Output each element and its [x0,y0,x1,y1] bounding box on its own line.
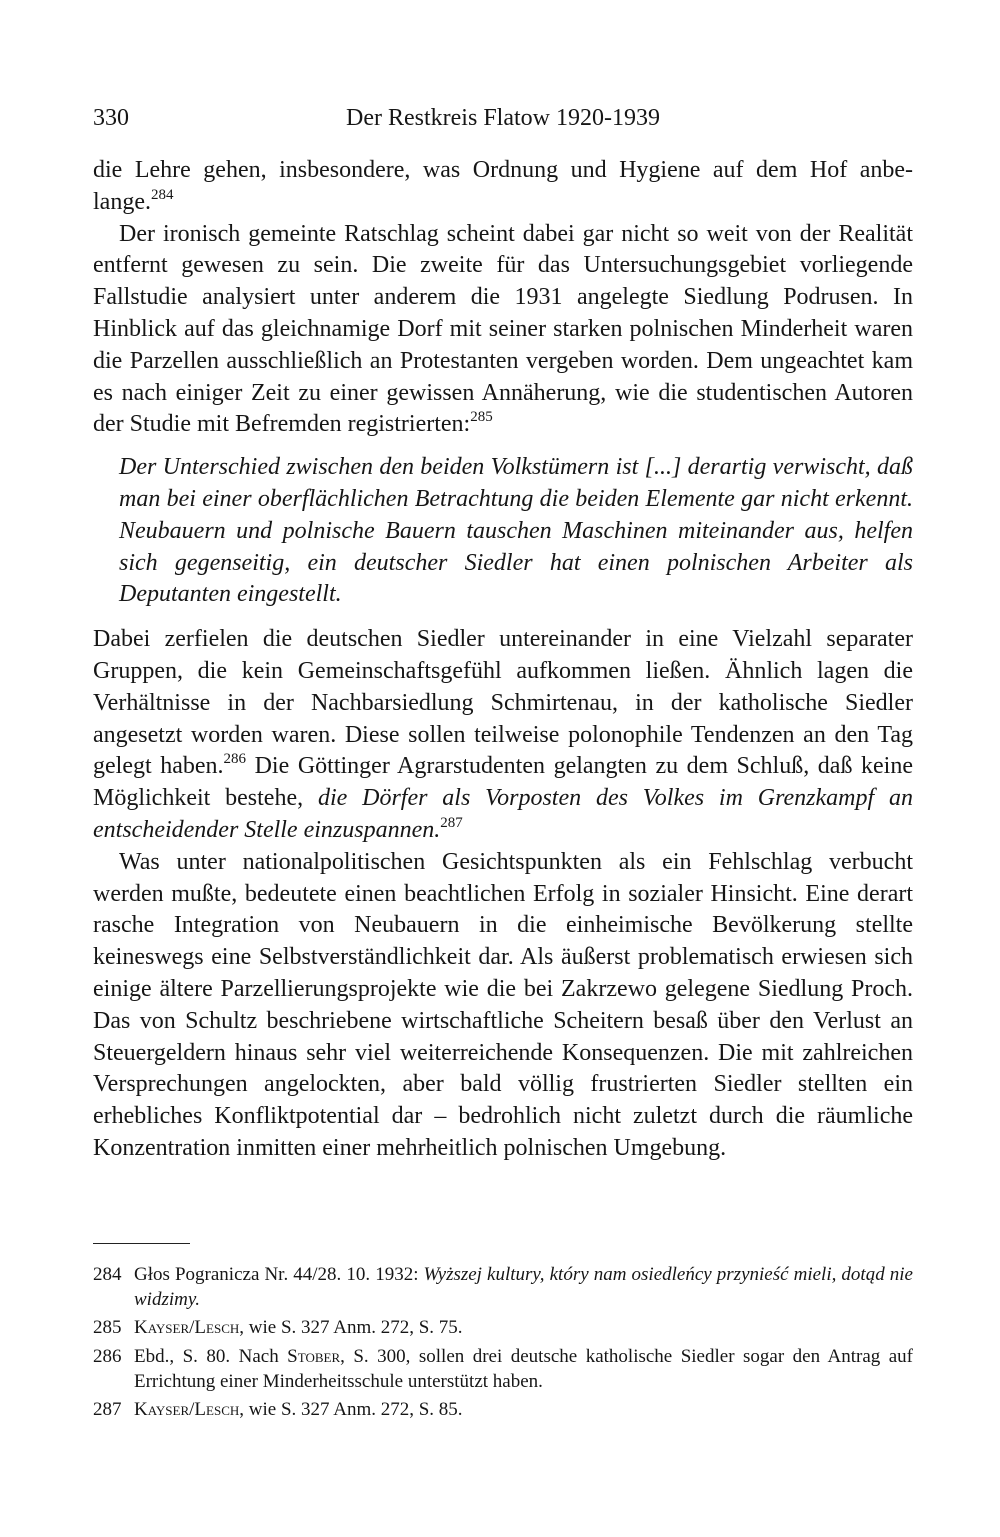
footnotes [93,1262,913,1425]
block-quote: Der Unterschied zwischen den beiden Volkstümern ist [...] derartig verwischt, daß man bei einer oberflächlichen Betrachtung die beiden Elemente gar nicht erkennt. Neubauern und polnische Bauern tauschen Maschinen miteinander aus, helfen sich gegenseitig, ein deutscher Siedler hat einen polnischen Arbeiter als Deputanten eingestellt. [119,454,913,608]
paragraph-1-text: die Lehre gehen, insbesondere, was Ordnung und Hygiene auf dem Hof anbe-lange. [93,157,913,215]
footnote-reference: , S. 300, sollen drei deutsche katholische Siedler sogar den Antrag auf Errichtung einer Minderheitsschule unterstützt haben. [134,1345,913,1392]
footnote-287 [93,1397,913,1422]
footnote-text [134,1315,913,1340]
footnote-285 [93,1315,913,1340]
footnote-reference: , wie S. 327 Anm. 272, S. 85. [239,1399,463,1421]
footnote-286 [93,1344,913,1394]
footnote-ref-284[interactable]: 284 [150,186,174,203]
footnote-author: Stober [287,1345,341,1367]
book-page [93,0,913,1537]
footnote-text [134,1262,913,1312]
footnote-separator [93,1243,190,1244]
paragraph-3-text-a: Dabei zerfielen die deutschen Siedler untereinander in eine Vielzahl separater Gruppen, die kein Gemeinschaftsgefühl aufkommen ließen. Ähnlich lagen die Verhältnisse in der Nachbarsiedlung Schmirtenau, in der katholische Siedler angesetzt worden waren. Diese sollen teilweise polonophile Tendenzen an den Tag gelegt haben. [93,626,913,780]
footnote-reference: , wie S. 327 Anm. 272, S. 75. [239,1317,463,1339]
footnote-quote: Wyższej kultury, który nam osiedleńcy przynieść mieli, dotąd nie widzimy. [134,1264,913,1311]
footnote-ref-287[interactable]: 287 [440,814,463,831]
footnote-ref-286[interactable]: 286 [223,751,247,768]
footnote-number: 285 [93,1317,122,1339]
paragraph-3-inline-quote: die Dörfer als Vorposten des Volkes im Grenzkampf an entscheidender Stelle einzuspannen. [93,785,914,843]
footnote-ref-285[interactable]: 285 [470,409,493,426]
paragraph-4: Was unter nationalpolitischen Gesichtspunkten als ein Fehlschlag verbucht werden mußte, bedeutete einen beachtlichen Erfolg in sozialer Hinsicht. Eine derart rasche Integration von Neubauern in die einheimische Bevölkerung stellte keineswegs eine Selbstverständlichkeit dar. Als äußerst problematisch erwiesen sich einige ältere Parzellierungsprojekte wie die bei Zakrzewo gelegene Siedlung Proch. Das von Schultz beschriebene wirtschaftliche Scheitern besaß über den Verlust an Steuergeldern hinaus sehr viel weiterreichende Konsequenzen. Die mit zahlreichen Versprechungen angelockten, aber bald völlig frustrierten Siedler stellten ein erhebliches Konfliktpotential dar – bedrohlich nicht zuletzt durch die räumliche Konzentration inmitten einer mehrheitlich polnischen Umgebung. [93,848,913,1161]
paragraph-1 [93,155,913,219]
main-text [93,155,913,1165]
footnote-lead: Ebd., S. 80. Nach [134,1345,288,1367]
page-header [93,100,913,136]
footnote-text [134,1397,913,1422]
paragraph-3 [93,624,913,847]
footnote-number: 284 [93,1264,122,1285]
footnote-author: Kayser/Lesch [134,1399,240,1421]
footnote-text [134,1344,913,1394]
footnote-source: Głos Pogranicza Nr. 44/28. 10. 1932: [134,1264,424,1285]
footnote-284 [93,1262,913,1312]
paragraph-3-text-b: Die Göttinger Agrarstudenten gelangten zu dem Schluß, daß keine Möglichkeit bestehe, [93,753,913,812]
footnote-number: 287 [93,1399,122,1421]
paragraph-2 [93,219,913,442]
running-title: Der Restkreis Flatow 1920-1939 [346,105,660,131]
paragraph-2-text: Der ironisch gemeinte Ratschlag scheint dabei gar nicht so weit von der Realität entfernt gewesen zu sein. Die zweite für das Untersuchungsgebiet vorliegende Fallstudie analysiert unter anderem die 1931 angelegte Siedlung Podrusen. In Hinblick auf das gleichnamige Dorf mit seiner starken polnischen Minderheit waren die Parzellen ausschließlich an Protestanten vergeben worden. Dem ungeachtet kam es nach einiger Zeit zu einer gewissen Annäherung, wie die studentischen Autoren der Studie mit Befremden registrierten: [93,220,913,438]
page-number: 330 [93,105,129,131]
footnote-number: 286 [93,1345,122,1367]
footnote-author: Kayser/Lesch [134,1317,240,1339]
